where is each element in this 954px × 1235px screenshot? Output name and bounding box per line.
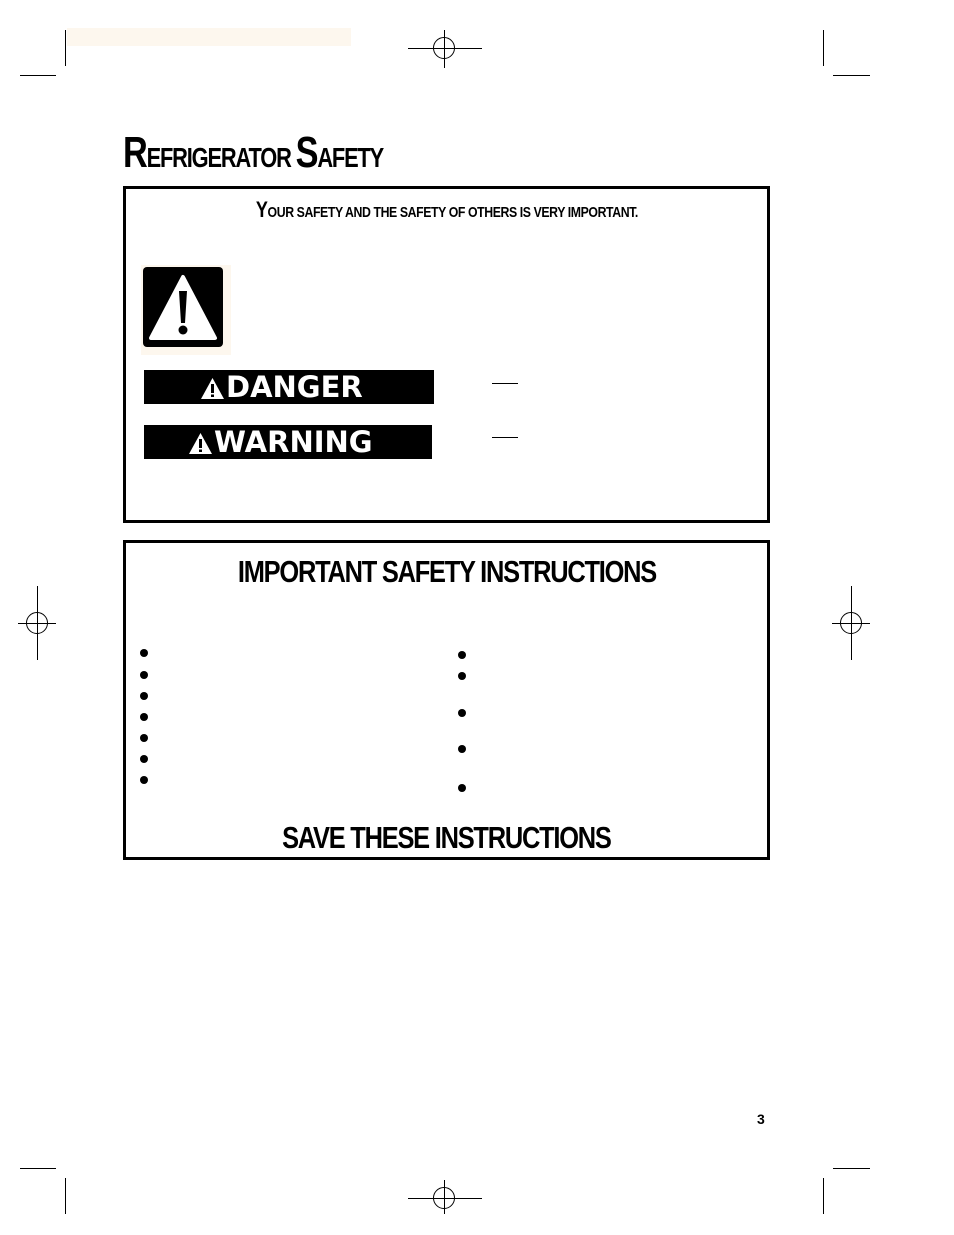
safety-alert-triangle-icon — [141, 265, 231, 355]
alert-triangle-icon — [200, 377, 225, 400]
instructions-heading: IMPORTANT SAFETY INSTRUCTIONS — [237, 554, 656, 589]
safety-message-box — [123, 186, 770, 523]
list-bullet — [140, 755, 148, 763]
list-bullet — [140, 776, 148, 784]
list-bullet — [140, 671, 148, 679]
underline-mark — [492, 437, 518, 438]
list-bullet — [140, 713, 148, 721]
warning-signal-word: WARNING — [144, 425, 432, 459]
crop-mark — [20, 75, 56, 76]
list-bullet — [458, 784, 466, 792]
crop-mark — [20, 1168, 56, 1169]
list-bullet — [458, 709, 466, 717]
save-instructions-heading: SAVE THESE INSTRUCTIONS — [282, 820, 611, 855]
safety-subheading: YOUR SAFETY AND THE SAFETY OF OTHERS IS VERY IMPORTANT. — [255, 197, 638, 222]
list-bullet — [458, 745, 466, 753]
corner-tint — [67, 28, 351, 46]
alert-triangle-icon — [188, 432, 213, 455]
crop-mark — [823, 1178, 824, 1214]
crop-mark — [823, 30, 824, 66]
crop-mark — [65, 1178, 66, 1214]
page-title: REFRIGERATOR SAFETY — [123, 128, 384, 177]
list-bullet — [140, 649, 148, 657]
list-bullet — [140, 734, 148, 742]
list-bullet — [458, 672, 466, 680]
underline-mark — [492, 383, 518, 384]
crop-mark — [65, 30, 66, 66]
page-number: 3 — [757, 1111, 765, 1127]
crop-mark — [833, 1168, 870, 1169]
instructions-box — [123, 540, 770, 860]
list-bullet — [458, 651, 466, 659]
danger-signal-word: DANGER — [144, 370, 434, 404]
list-bullet — [140, 692, 148, 700]
crop-mark — [833, 75, 870, 76]
